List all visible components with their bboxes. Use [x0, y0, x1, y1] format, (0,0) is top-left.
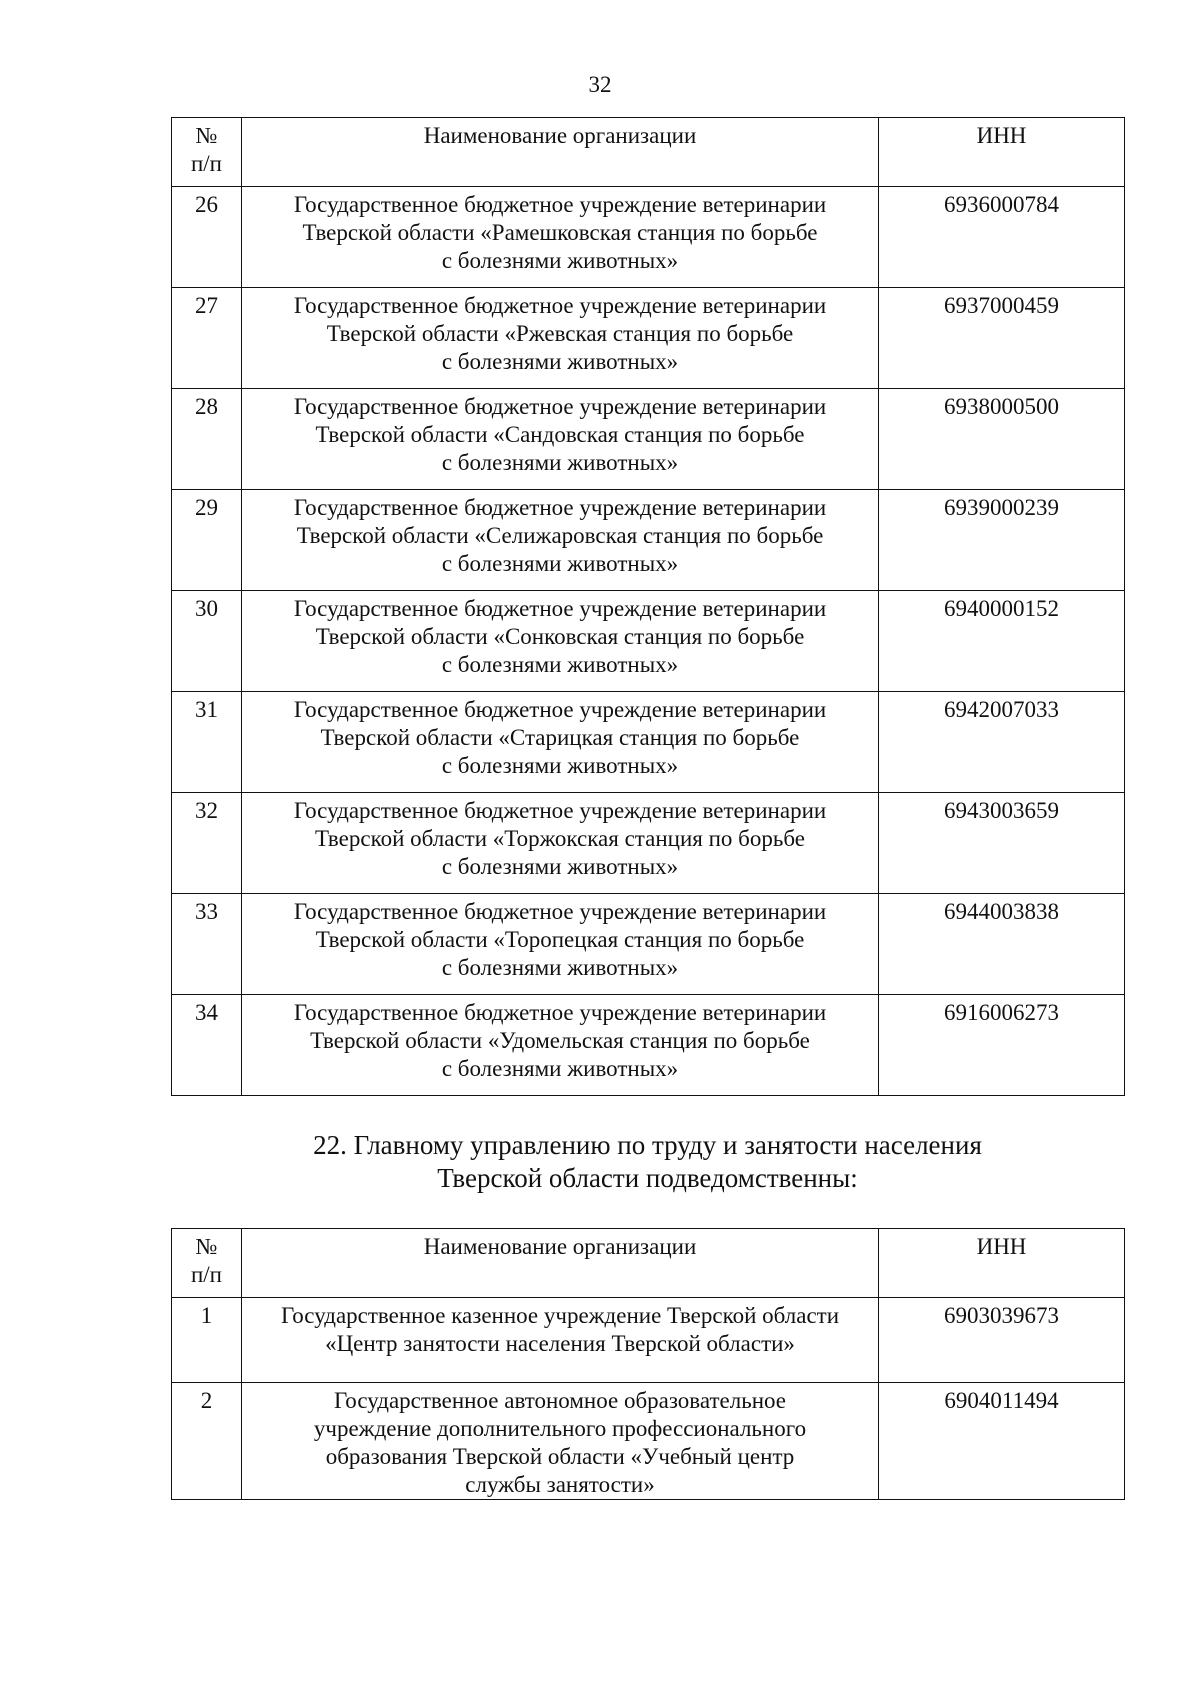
table-body: [172, 187, 1125, 1096]
row-number: 31: [172, 692, 242, 793]
page-number: 32: [588, 72, 612, 97]
row-number: 26: [172, 187, 242, 288]
organization-name-line: Тверской области «Старицкая станция по борьбе: [320, 725, 800, 750]
organization-inn: 6936000784: [879, 187, 1125, 288]
organization-name-line: Тверской области «Торопецкая станция по борьбе: [315, 927, 805, 952]
organization-name-line: с болезнями животных»: [441, 349, 679, 374]
organization-name-line: Государственное бюджетное учреждение ветеринарии: [293, 697, 827, 722]
header-inn: ИНН: [879, 1229, 1125, 1298]
organization-inn: 6944003838: [879, 894, 1125, 995]
organization-name-line: с болезнями животных»: [441, 1056, 679, 1081]
table-row: [172, 995, 1125, 1096]
organization-name-line: образования Тверской области «Учебный центр: [325, 1444, 795, 1469]
organization-name-line: Государственное бюджетное учреждение ветеринарии: [293, 596, 827, 621]
organization-name-line: с болезнями животных»: [441, 955, 679, 980]
header-num: № п/п: [172, 1229, 242, 1298]
organization-name-line: службы занятости»: [465, 1472, 655, 1497]
organization-name-line: Тверской области «Рамешковская станция по борьбе: [302, 220, 818, 245]
table-row: [172, 187, 1125, 288]
organization-name: [242, 1298, 879, 1383]
organization-inn: 6939000239: [879, 490, 1125, 591]
organization-name-line: с болезнями животных»: [441, 652, 679, 677]
row-number: 29: [172, 490, 242, 591]
section-heading-line: Тверской области подведомственны:: [437, 1163, 858, 1193]
organization-name: [242, 288, 879, 389]
row-number: 2: [172, 1383, 242, 1500]
organization-name-line: Тверской области «Сандовская станция по борьбе: [315, 422, 805, 447]
organization-name: [242, 1383, 879, 1500]
section-heading: [171, 1129, 1124, 1195]
organization-name-line: Тверской области «Ржевская станция по борьбе: [326, 321, 794, 346]
organization-name: [242, 995, 879, 1096]
table-row: [172, 1298, 1125, 1383]
organization-inn: 6943003659: [879, 793, 1125, 894]
organization-inn: 6938000500: [879, 389, 1125, 490]
organization-name-line: с болезнями животных»: [441, 450, 679, 475]
organizations-table-1: [171, 117, 1125, 1096]
organization-name-line: Тверской области «Селижаровская станция по борьбе: [296, 523, 824, 548]
organization-name-line: Государственное бюджетное учреждение ветеринарии: [293, 192, 827, 217]
table-row: [172, 692, 1125, 793]
organization-name: [242, 894, 879, 995]
organization-name-line: Тверской области «Удомельская станция по борьбе: [310, 1028, 810, 1053]
table-header-row: [172, 1229, 1125, 1298]
organization-inn: 6940000152: [879, 591, 1125, 692]
table-header-row: [172, 118, 1125, 187]
organization-name: [242, 692, 879, 793]
organization-name-line: с болезнями животных»: [441, 753, 679, 778]
header-inn: ИНН: [879, 118, 1125, 187]
table-row: [172, 389, 1125, 490]
organizations-table-2: [171, 1228, 1125, 1500]
organization-inn: 6903039673: [879, 1298, 1125, 1383]
organization-name-line: Государственное бюджетное учреждение ветеринарии: [293, 899, 827, 924]
organization-name-line: Государственное бюджетное учреждение ветеринарии: [293, 1000, 827, 1025]
organization-inn: 6916006273: [879, 995, 1125, 1096]
organization-name-line: учреждение дополнительного профессионального: [313, 1416, 807, 1441]
organization-name: [242, 490, 879, 591]
organization-name: [242, 389, 879, 490]
organization-inn: 6904011494: [879, 1383, 1125, 1500]
organization-name-line: «Центр занятости населения Тверской области»: [325, 1331, 795, 1356]
table-row: [172, 490, 1125, 591]
header-name: Наименование организации: [242, 1229, 879, 1298]
table-body: [172, 1298, 1125, 1500]
row-number: 30: [172, 591, 242, 692]
organization-name-line: Государственное бюджетное учреждение ветеринарии: [293, 798, 827, 823]
organization-name-line: с болезнями животных»: [441, 551, 679, 576]
row-number: 28: [172, 389, 242, 490]
table-row: [172, 894, 1125, 995]
organization-name-line: Тверской области «Торжокская станция по борьбе: [315, 826, 805, 851]
organization-name-line: Государственное казенное учреждение Тверской области: [280, 1303, 840, 1328]
organization-name-line: с болезнями животных»: [441, 854, 679, 879]
organization-name-line: с болезнями животных»: [441, 248, 679, 273]
organization-name-line: Государственное бюджетное учреждение ветеринарии: [293, 293, 827, 318]
table-row: [172, 591, 1125, 692]
table-row: [172, 288, 1125, 389]
organization-name: [242, 793, 879, 894]
organization-name: [242, 591, 879, 692]
organization-inn: 6937000459: [879, 288, 1125, 389]
header-name: Наименование организации: [242, 118, 879, 187]
row-number: 1: [172, 1298, 242, 1383]
header-num: № п/п: [172, 118, 242, 187]
table-row: [172, 793, 1125, 894]
organization-name-line: Тверской области «Сонковская станция по борьбе: [315, 624, 805, 649]
organization-name-line: Государственное бюджетное учреждение ветеринарии: [293, 495, 827, 520]
row-number: 34: [172, 995, 242, 1096]
organization-name-line: Государственное автономное образовательное: [333, 1388, 787, 1413]
row-number: 27: [172, 288, 242, 389]
row-number: 32: [172, 793, 242, 894]
organization-name-line: Государственное бюджетное учреждение ветеринарии: [293, 394, 827, 419]
organization-inn: 6942007033: [879, 692, 1125, 793]
row-number: 33: [172, 894, 242, 995]
organization-name: [242, 187, 879, 288]
table-row: [172, 1383, 1125, 1500]
section-heading-line: 22. Главному управлению по труду и занятости населения: [313, 1130, 982, 1160]
